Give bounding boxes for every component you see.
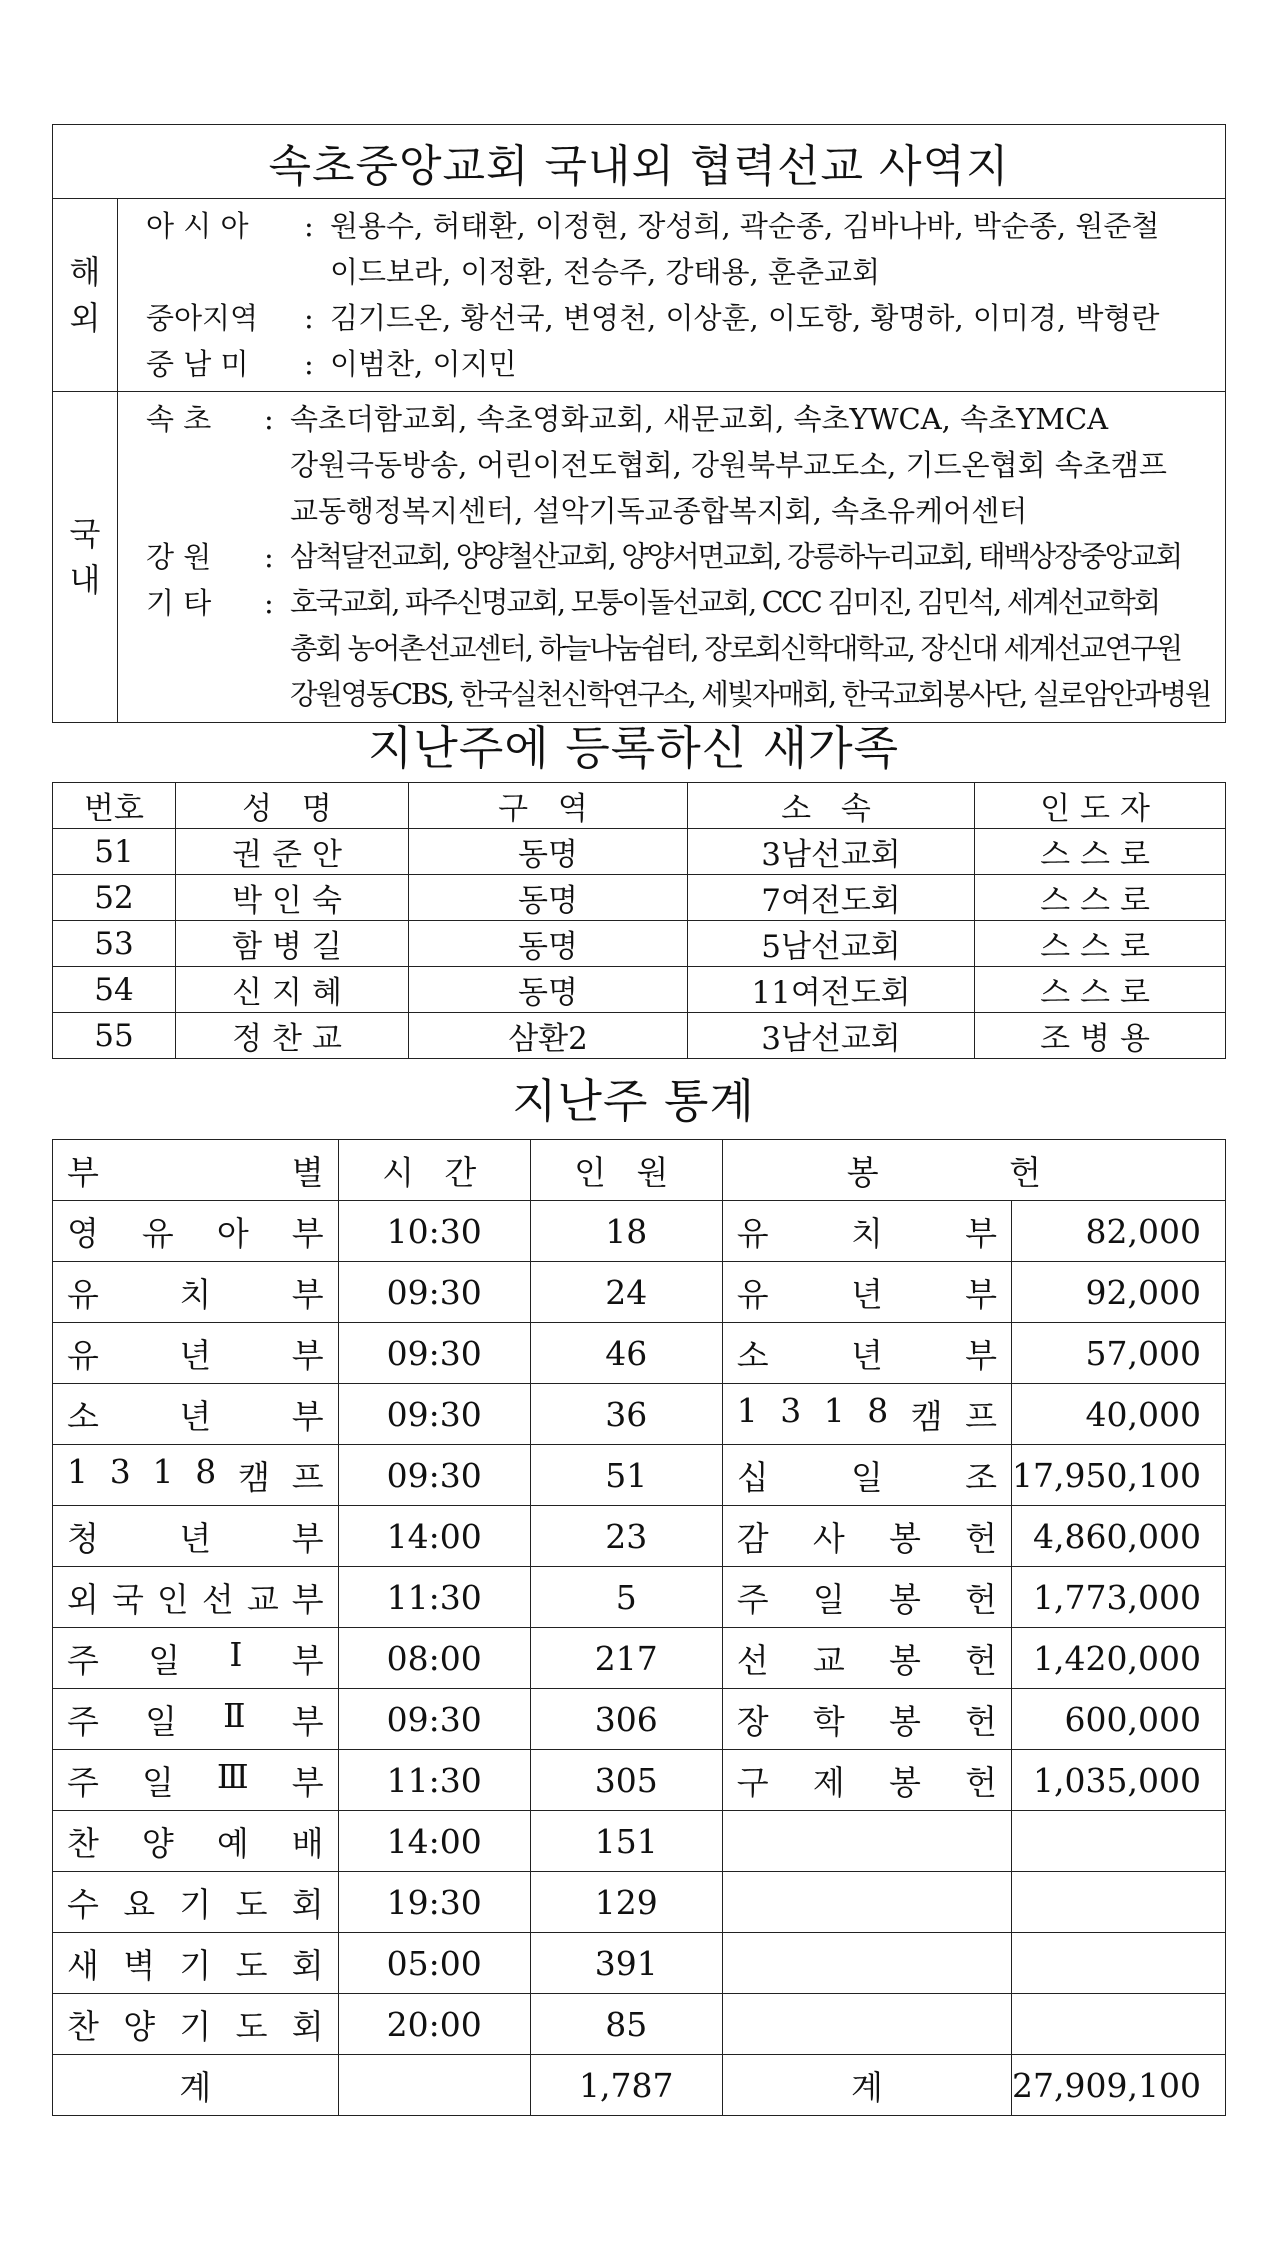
stats-time: 20:00	[338, 1994, 530, 2055]
stats-dept-label: 유 치 부	[67, 1274, 324, 1314]
header-offering: 봉 헌	[722, 1140, 1225, 1201]
stats-dept-label: 새 벽 기 도 회	[67, 1945, 324, 1985]
mission-separator: :	[304, 347, 314, 381]
new-member-row	[53, 921, 1226, 967]
member-guide: 스스로	[975, 967, 1226, 1013]
stats-offering-label: 선 교 봉 헌	[736, 1640, 998, 1680]
overseas-section	[53, 199, 1226, 392]
member-guide: 스스로	[975, 875, 1226, 921]
stats-offering-name	[722, 1811, 1011, 1872]
member-name: 권준안	[176, 829, 409, 875]
mission-line	[146, 488, 1225, 534]
stats-row	[53, 1689, 1226, 1750]
mission-separator: :	[264, 540, 274, 574]
stats-offering-value: 17,950,100	[1012, 1445, 1226, 1506]
stats-row	[53, 1933, 1226, 1994]
stats-offering-value	[1012, 1933, 1226, 1994]
new-member-row	[53, 1013, 1226, 1059]
member-group: 3남선교회	[688, 1013, 975, 1059]
header-name: 성 명	[176, 783, 409, 829]
member-group: 5남선교회	[688, 921, 975, 967]
stats-row	[53, 1567, 1226, 1628]
header-dept: 부 별	[53, 1140, 339, 1201]
stats-people: 151	[530, 1811, 722, 1872]
stats-dept-label: 찬 양 예 배	[67, 1823, 324, 1863]
stats-people: 23	[530, 1506, 722, 1567]
domestic-section	[53, 392, 1226, 723]
mission-line	[146, 341, 1225, 387]
stats-offering-name	[722, 1872, 1011, 1933]
stats-offering-value: 1,035,000	[1012, 1750, 1226, 1811]
stats-offering-name	[722, 1994, 1011, 2055]
mission-separator: :	[304, 301, 314, 335]
stats-offering-label: 유 년 부	[736, 1274, 998, 1314]
stats-dept	[53, 1750, 339, 1811]
stats-time: 09:30	[338, 1445, 530, 1506]
stats-title: 지난주 통계	[512, 1074, 755, 1128]
stats-time: 09:30	[338, 1384, 530, 1445]
member-number: 52	[53, 875, 176, 921]
stats-offering-name	[722, 1567, 1011, 1628]
mission-partners: 김기드온, 황선국, 변영천, 이상훈, 이도항, 황명하, 이미경, 박형란	[330, 301, 1160, 335]
stats-offering-value: 40,000	[1012, 1384, 1226, 1445]
new-member-row	[53, 875, 1226, 921]
overseas-side-label: 해 외	[53, 199, 118, 392]
stats-row	[53, 1994, 1226, 2055]
new-member-row	[53, 967, 1226, 1013]
member-district: 동명	[409, 829, 688, 875]
stats-table	[52, 1139, 1226, 2116]
stats-people: 305	[530, 1750, 722, 1811]
stats-row	[53, 1506, 1226, 1567]
mission-separator: :	[264, 402, 274, 436]
stats-people: 306	[530, 1689, 722, 1750]
stats-dept	[53, 1445, 339, 1506]
mission-line	[146, 249, 1225, 295]
mission-region-label: 강 원	[146, 540, 212, 574]
missions-table	[52, 124, 1226, 723]
stats-row	[53, 1323, 1226, 1384]
member-group: 7여전도회	[688, 875, 975, 921]
stats-offering-label: 구 제 봉 헌	[736, 1762, 998, 1802]
mission-separator: :	[264, 586, 274, 620]
stats-offering-label: 1 3 1 8 캠 프	[736, 1390, 997, 1436]
member-guide: 조병용	[975, 1013, 1226, 1059]
member-name: 박인숙	[176, 875, 409, 921]
stats-dept	[53, 1384, 339, 1445]
stats-offering-label: 장 학 봉 헌	[736, 1701, 998, 1741]
missions-title: 속초중앙교회 국내외 협력선교 사역지	[53, 125, 1226, 199]
stats-dept	[53, 1262, 339, 1323]
mission-partners: 강원극동방송, 어린이전도협회, 강원북부교도소, 기드온협회 속초캠프	[290, 448, 1167, 482]
stats-time: 09:30	[338, 1323, 530, 1384]
mission-partners: 강원영동CBS, 한국실천신학연구소, 세빛자매회, 한국교회봉사단, 실로암안과병원	[290, 678, 1211, 711]
stats-time: 11:30	[338, 1567, 530, 1628]
stats-dept	[53, 1811, 339, 1872]
stats-row	[53, 1872, 1226, 1933]
total-offering-value: 27,909,100	[1012, 2055, 1226, 2116]
stats-dept-label: 외 국 인 선 교 부	[67, 1579, 324, 1619]
stats-people: 36	[530, 1384, 722, 1445]
stats-time: 09:30	[338, 1262, 530, 1323]
header-district: 구 역	[409, 783, 688, 829]
stats-offering-value: 600,000	[1012, 1689, 1226, 1750]
stats-offering-value: 1,773,000	[1012, 1567, 1226, 1628]
mission-partners: 이범찬, 이지민	[330, 347, 517, 381]
total-time	[338, 2055, 530, 2116]
stats-header-row	[53, 1140, 1226, 1201]
stats-people: 51	[530, 1445, 722, 1506]
mission-partners: 호국교회, 파주신명교회, 모퉁이돌선교회, CCC 김미진, 김민석, 세계선교학회	[290, 586, 1159, 619]
member-district: 동명	[409, 921, 688, 967]
member-number: 55	[53, 1013, 176, 1059]
stats-offering-name	[722, 1262, 1011, 1323]
mission-line	[146, 396, 1225, 442]
member-number: 53	[53, 921, 176, 967]
stats-offering-label: 유 치 부	[736, 1213, 998, 1253]
stats-offering-label: 소 년 부	[736, 1335, 998, 1375]
mission-partners: 원용수, 허태환, 이정현, 장성희, 곽순종, 김바나바, 박순종, 원준철	[330, 209, 1160, 243]
stats-time: 14:00	[338, 1506, 530, 1567]
stats-time: 09:30	[338, 1689, 530, 1750]
stats-people: 5	[530, 1567, 722, 1628]
member-group: 3남선교회	[688, 829, 975, 875]
stats-dept-label: 주 일 Ⅲ 부	[67, 1756, 324, 1802]
stats-dept-label: 수 요 기 도 회	[67, 1884, 324, 1924]
mission-line	[146, 442, 1225, 488]
stats-dept-label: 청 년 부	[67, 1518, 324, 1558]
stats-offering-name	[722, 1628, 1011, 1689]
stats-dept-label: 유 년 부	[67, 1335, 324, 1375]
stats-offering-value: 82,000	[1012, 1201, 1226, 1262]
mission-partners: 속초더함교회, 속초영화교회, 새문교회, 속초YWCA, 속초YMCA	[290, 402, 1109, 436]
stats-people: 85	[530, 1994, 722, 2055]
mission-line	[146, 626, 1225, 672]
stats-time: 19:30	[338, 1872, 530, 1933]
total-offering-label: 계	[722, 2055, 1011, 2116]
stats-offering-value	[1012, 1811, 1226, 1872]
stats-offering-value: 92,000	[1012, 1262, 1226, 1323]
stats-offering-label: 주 일 봉 헌	[736, 1579, 998, 1619]
stats-dept	[53, 1628, 339, 1689]
member-district: 동명	[409, 967, 688, 1013]
stats-people: 217	[530, 1628, 722, 1689]
header-people: 인 원	[530, 1140, 722, 1201]
stats-offering-label: 십 일 조	[736, 1457, 998, 1497]
new-members-title: 지난주에 등록하신 새가족	[367, 721, 900, 775]
stats-dept-label: 영 유 아 부	[67, 1213, 324, 1253]
member-name: 정찬교	[176, 1013, 409, 1059]
mission-region-label: 속 초	[146, 402, 212, 436]
member-guide: 스스로	[975, 829, 1226, 875]
stats-offering-value	[1012, 1994, 1226, 2055]
stats-offering-name	[722, 1445, 1011, 1506]
member-number: 54	[53, 967, 176, 1013]
member-district: 동명	[409, 875, 688, 921]
stats-offering-value: 1,420,000	[1012, 1628, 1226, 1689]
header-number: 번호	[53, 783, 176, 829]
member-name: 함병길	[176, 921, 409, 967]
mission-region-label: 중아지역	[146, 301, 259, 335]
mission-region-label: 중 남 미	[146, 347, 249, 381]
new-members-table	[52, 782, 1226, 1059]
stats-offering-name	[722, 1323, 1011, 1384]
stats-people: 129	[530, 1872, 722, 1933]
stats-dept	[53, 1567, 339, 1628]
domestic-list	[118, 392, 1226, 723]
stats-offering-value	[1012, 1872, 1226, 1933]
stats-offering-name	[722, 1201, 1011, 1262]
stats-people: 391	[530, 1933, 722, 1994]
stats-dept	[53, 1994, 339, 2055]
stats-dept	[53, 1933, 339, 1994]
stats-people: 24	[530, 1262, 722, 1323]
mission-partners: 교동행정복지센터, 설악기독교종합복지회, 속초유케어센터	[290, 494, 1028, 528]
stats-dept-label: 찬 양 기 도 회	[67, 2006, 324, 2046]
stats-dept	[53, 1506, 339, 1567]
member-name: 신지혜	[176, 967, 409, 1013]
member-group: 11여전도회	[688, 967, 975, 1013]
mission-region-label: 아 시 아	[146, 209, 249, 243]
stats-time: 10:30	[338, 1201, 530, 1262]
mission-separator: :	[304, 209, 314, 243]
mission-line	[146, 580, 1225, 626]
stats-offering-name	[722, 1750, 1011, 1811]
stats-row	[53, 1445, 1226, 1506]
stats-dept	[53, 1872, 339, 1933]
stats-people: 18	[530, 1201, 722, 1262]
stats-offering-name	[722, 1689, 1011, 1750]
stats-row	[53, 1750, 1226, 1811]
stats-offering-name	[722, 1506, 1011, 1567]
header-guide: 인도자	[975, 783, 1226, 829]
stats-dept-label: 소 년 부	[67, 1396, 324, 1436]
stats-time: 11:30	[338, 1750, 530, 1811]
stats-total-row	[53, 2055, 1226, 2116]
stats-row	[53, 1201, 1226, 1262]
stats-offering-value: 57,000	[1012, 1323, 1226, 1384]
stats-row	[53, 1262, 1226, 1323]
stats-dept	[53, 1689, 339, 1750]
stats-row	[53, 1811, 1226, 1872]
stats-dept-label: 주 일 Ⅱ 부	[67, 1695, 324, 1741]
stats-row	[53, 1628, 1226, 1689]
member-number: 51	[53, 829, 176, 875]
member-guide: 스스로	[975, 921, 1226, 967]
mission-line	[146, 295, 1225, 341]
stats-dept	[53, 1323, 339, 1384]
mission-line	[146, 203, 1225, 249]
new-member-row	[53, 829, 1226, 875]
new-members-header-row	[53, 783, 1226, 829]
stats-dept	[53, 1201, 339, 1262]
mission-partners: 총회 농어촌선교센터, 하늘나눔쉼터, 장로회신학대학교, 장신대 세계선교연구원	[290, 632, 1181, 665]
total-label: 계	[53, 2055, 339, 2116]
member-district: 삼환2	[409, 1013, 688, 1059]
overseas-list	[118, 199, 1226, 392]
stats-offering-name	[722, 1933, 1011, 1994]
stats-row	[53, 1384, 1226, 1445]
stats-time: 05:00	[338, 1933, 530, 1994]
mission-region-label: 기 타	[146, 586, 212, 620]
stats-dept-label: 1 3 1 8 캠 프	[67, 1451, 324, 1497]
stats-people: 46	[530, 1323, 722, 1384]
stats-time: 14:00	[338, 1811, 530, 1872]
header-group: 소 속	[688, 783, 975, 829]
total-people: 1,787	[530, 2055, 722, 2116]
domestic-side-label: 국 내	[53, 392, 118, 723]
stats-time: 08:00	[338, 1628, 530, 1689]
header-time: 시 간	[338, 1140, 530, 1201]
stats-offering-value: 4,860,000	[1012, 1506, 1226, 1567]
stats-offering-label: 감 사 봉 헌	[736, 1518, 998, 1558]
mission-line	[146, 534, 1225, 580]
mission-partners: 삼척달전교회, 양양철산교회, 양양서면교회, 강릉하누리교회, 태백상장중앙교회	[290, 540, 1181, 573]
stats-dept-label: 주 일 Ⅰ 부	[67, 1634, 324, 1680]
mission-partners: 이드보라, 이정환, 전승주, 강태용, 훈춘교회	[330, 255, 880, 289]
stats-offering-name	[722, 1384, 1011, 1445]
